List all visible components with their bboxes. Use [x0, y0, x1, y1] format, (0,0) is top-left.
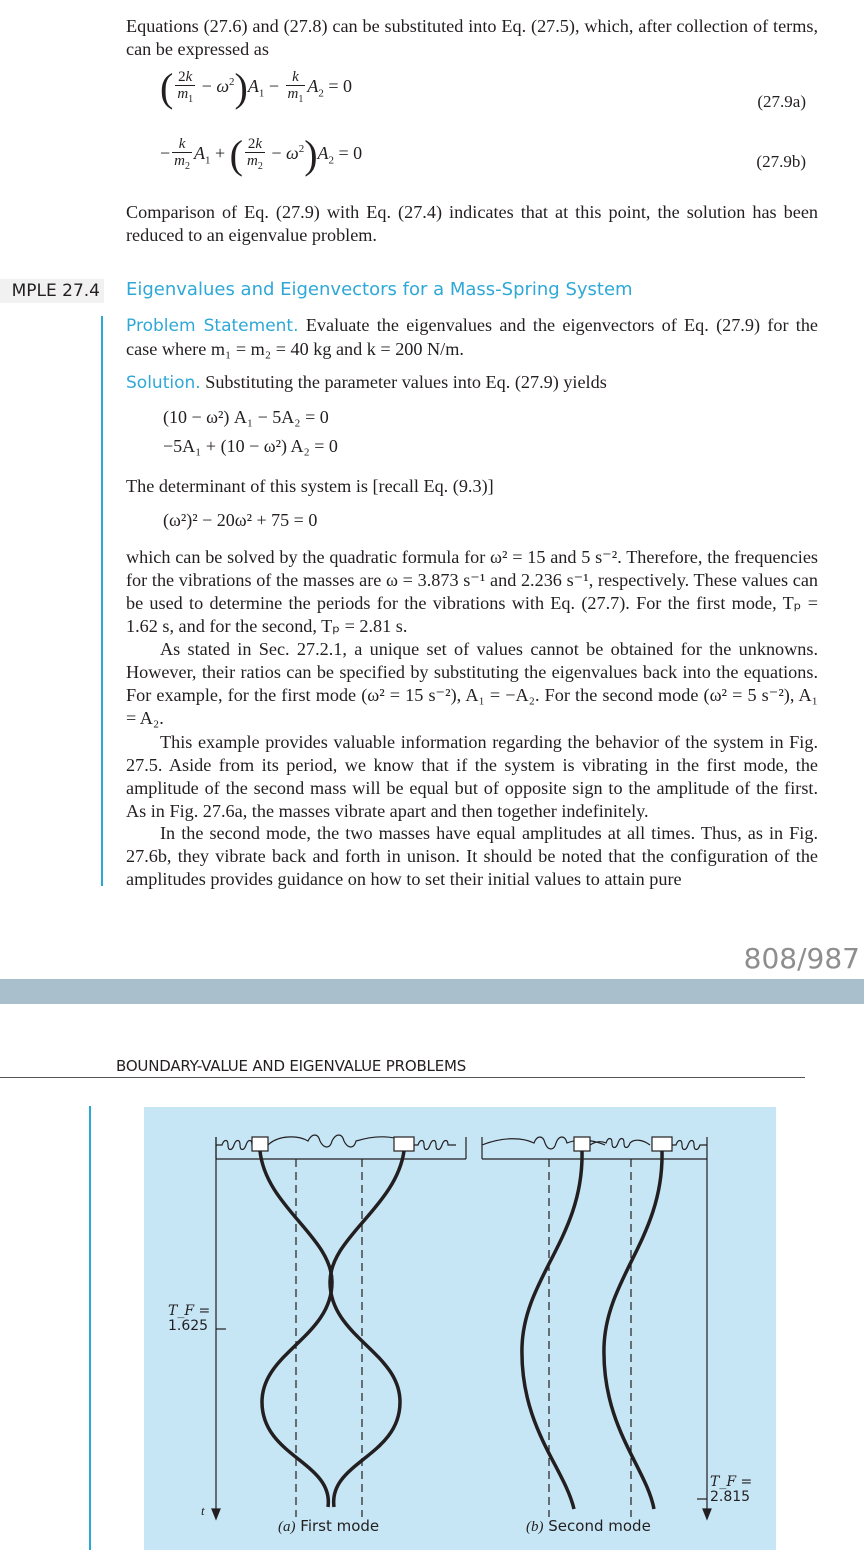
tf2-value: 2.815 [710, 1489, 751, 1505]
caption-b-letter: (b) [526, 1519, 544, 1535]
page-divider [0, 979, 864, 1004]
solution-line [126, 371, 818, 395]
running-header: BOUNDARY-VALUE AND EIGENVALUE PROBLEMS [116, 1057, 467, 1075]
tf1-symbol: T_F = [168, 1303, 211, 1319]
trajectory-mass-2-a [330, 1151, 404, 1507]
problem-label: Problem Statement. [126, 316, 299, 336]
solution-text: Substituting the parameter values into Eq. (27.9) yields [205, 372, 607, 392]
system-equation-2: −5A₁ + (10 − ω²) A₂ = 0 [163, 436, 338, 456]
spring-a-right [414, 1141, 456, 1150]
time-arrow-b [703, 1509, 711, 1519]
problem-statement [126, 314, 818, 361]
problem-text: Evaluate the eigenvalues and the eigenvectors of Eq. (27.9) for the case where m₁ = m₂ = 40 kg and k = 200 N/m. [126, 315, 819, 359]
comparison-paragraph: Comparison of Eq. (27.9) with Eq. (27.4) indicates that at this point, the solution has been reduced to an eigenvalue problem. [126, 202, 818, 245]
tf1-label [168, 1304, 210, 1334]
trajectory-mass-1-b [522, 1151, 582, 1509]
paragraph-behavior: This example provides valuable information regarding the behavior of the system in Fig. 27.5. Aside from its period, we know that if the system is vibrating in the first mode, the amplitude of the second mass will be equal but of opposite sign to the amplitude of the first. As in Fig. 27.6a, the masses vibrate apart and then together indefinitely. [126, 732, 818, 821]
page-counter: 808/987 [743, 942, 860, 975]
caption-first-mode [278, 1517, 379, 1536]
paragraph-second-mode: In the second mode, the two masses have equal amplitudes at all times. Thus, as in Fig. 27.6b, they vibrate back and forth in unison. It should be noted that the configuration of the amplitudes provides guidance on how to set their initial values to attain pure [126, 823, 818, 889]
mass-2-b [652, 1137, 672, 1151]
mass-1-a [252, 1137, 268, 1151]
intro-paragraph: Equations (27.6) and (27.8) can be substituted into Eq. (27.5), which, after collection of terms, can be expressed as [126, 16, 818, 59]
solution-label: Solution. [126, 373, 201, 393]
paragraph-frequencies: which can be solved by the quadratic formula for ω² = 15 and 5 s⁻². Therefore, the frequencies for the vibrations of the masses are ω = 3.873 s⁻¹ and 2.236 s⁻¹, respectively. These values can be used to determine the periods for the vibrations with Eq. (27.7). For the first mode, Tₚ = 1.62 s, and for the second, Tₚ = 2.81 s. [126, 547, 818, 636]
trajectory-mass-2-b [604, 1151, 662, 1509]
example-number-tag: MPLE 27.4 [0, 279, 104, 303]
mode-shapes-diagram [144, 1107, 776, 1550]
mass-2-a [394, 1137, 414, 1151]
determinant-equation: (ω²)² − 20ω² + 75 = 0 [163, 510, 318, 530]
caption-b-text: Second mode [548, 1517, 651, 1535]
spring-a-middle [268, 1135, 412, 1147]
example-title: Eigenvalues and Eigenvectors for a Mass-Spring System [126, 279, 633, 300]
figure-27-6 [144, 1107, 776, 1550]
paragraph-ratios: As stated in Sec. 27.2.1, a unique set of values cannot be obtained for the unknowns. However, their ratios can be specified by substituting the eigenvalues back into the equations. For example, for the first mode (ω² = 15 s⁻²), A₁ = −A₂. For the second mode (ω² = 5 s⁻²), A₁ = A₂. [126, 639, 818, 728]
equation-27-9a-number: (27.9a) [757, 92, 806, 111]
caption-second-mode [526, 1517, 651, 1536]
figure-rule [89, 1106, 91, 1550]
determinant-text: The determinant of this system is [recall Eq. (9.3)] [126, 476, 494, 496]
time-axis-label: t [201, 1503, 205, 1518]
equation-27-9b-number: (27.9b) [756, 152, 806, 171]
equation-27-9a: ( $\frac{2k}{m_1}$ − $\omega^2)A_1$ − $\frac{k}{m_1}$ $A_2 = 0$ [160, 65, 353, 110]
spring-b-right [672, 1141, 707, 1150]
example-rule [101, 316, 103, 886]
tf2-label [710, 1475, 752, 1505]
spring-a-left [216, 1141, 256, 1150]
time-arrow-a [212, 1509, 220, 1519]
mass-1-b [574, 1137, 590, 1151]
caption-a-letter: (a) [278, 1519, 296, 1535]
tf2-symbol: T_F = [710, 1474, 753, 1490]
tf1-value: 1.625 [168, 1318, 209, 1334]
system-equation-1: (10 − ω²) A₁ − 5A₂ = 0 [163, 407, 329, 427]
equation-27-9b: − $\frac{k}{m_2}$ $A_1$ + ( $\frac{2k}{m_2}$ − $\omega^2)A_2 = 0$ [160, 132, 363, 177]
caption-a-text: First mode [300, 1517, 380, 1535]
header-rule [0, 1077, 805, 1078]
